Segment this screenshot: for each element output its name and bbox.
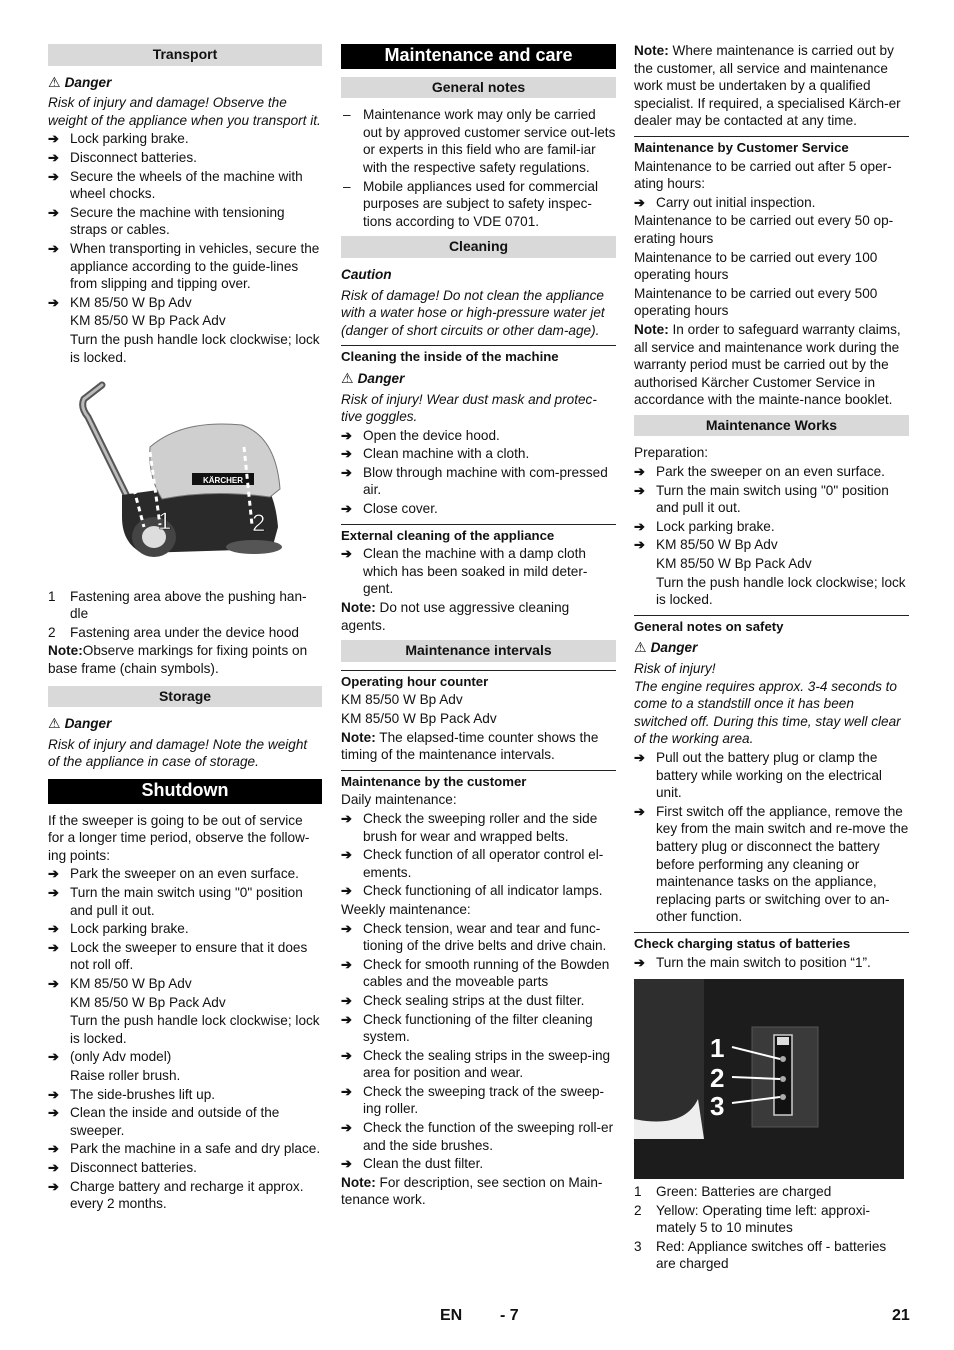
figure-number-1: 1 [158,508,172,536]
list-item: ➔ KM 85/50 W Bp Adv [634,536,909,554]
list-item: ➔ Check function of all operator control el-ements. [341,846,616,881]
list-item: ➔ Check for smooth running of the Bowden cables and the moveable parts [341,956,616,991]
warning-triangle-icon: ⚠ [48,73,61,90]
list-item: ➔ Carry out initial inspection. [634,194,909,212]
caution-text: Risk of damage! Do not clean the appliance with a water hose or high-pressure water jet (danger of short circuits or other dam-age). [341,287,605,338]
shutdown-steps-2 [48,1086,322,1213]
danger-label: ⚠ Danger [48,715,112,732]
list-item: ➔ Disconnect batteries. [48,1159,322,1177]
shutdown-intro: If the sweeper is going to be out of service for a longer time period, observe the follow-ing points: [48,812,310,863]
warning-triangle-icon: ⚠ [634,639,647,656]
list-item: ➔ Park the machine in a safe and dry place. [48,1140,322,1158]
cleaning-heading: Cleaning [341,236,616,258]
list-item: ➔ Lock the sweeper to ensure that it does not roll off. [48,939,322,974]
list-item: ➔ Blow through machine with com-pressed air. [341,464,616,499]
list-item: ➔ Check the function of the sweeping roll-er and the side brushes. [341,1119,616,1154]
list-item: ➔ Lock parking brake. [634,518,909,536]
list-item: ➔ Open the device hood. [341,427,616,445]
safety-steps [634,749,909,926]
customer-service-heading: Maintenance by Customer Service [634,136,909,157]
danger-text: Risk of injury and damage! Observe the weight of the appliance when you transport it. [48,95,321,128]
list-item: ➔ Check functioning of the filter cleaning system. [341,1011,616,1046]
page-number: 21 [892,1307,910,1324]
footer-section-page: - 7 [500,1307,519,1324]
list-item: – Maintenance work may only be carried out by approved customer service out-lets or experts in this field who are famil-iar with the respective safety regulations. [341,106,616,176]
figure-number-2: 2 [710,1063,725,1094]
model-name: KM 85/50 W Bp Pack Adv [70,994,226,1010]
battery-indicator-figure [634,979,904,1179]
list-item: ➔ Check the sweeping roller and the side brush for wear and wrapped belts. [341,810,616,845]
customer-maintenance-heading: Maintenance by the customer [341,770,616,791]
list-item: ➔ Pull out the battery plug or clamp the battery while working on the electrical unit. [634,749,909,802]
preparation-label: Preparation: [634,445,709,461]
model-name: KM 85/50 W Bp Pack Adv [70,313,226,329]
figure-legend [634,1183,909,1273]
list-item: ➔ The side-brushes lift up. [48,1086,322,1104]
list-item: – Mobile appliances used for commercial purposes are subject to safety inspec-tions according to VDE 0701. [341,178,616,231]
column-1 [48,44,322,1214]
figure-number-3: 3 [710,1091,725,1122]
weekly-label: Weekly maintenance: [341,901,471,917]
instruction-text: Raise roller brush. [70,1067,181,1083]
list-item: ➔ Disconnect batteries. [48,149,322,167]
instruction-text: Turn the push handle lock clockwise; lock is locked. [656,574,906,608]
list-item: ➔ KM 85/50 W Bp Adv [48,975,322,993]
list-item: ➔ Clean machine with a cloth. [341,445,616,463]
list-item: ➔ (only Adv model) [48,1048,322,1066]
note: Note: Where maintenance is carried out by the customer, all service and maintenance work must be undertaken by a qualified specialist. If required, a specialised Kärch-er dealer may be contacted at any time. [634,43,901,129]
warning-triangle-icon: ⚠ [48,715,61,732]
list-item: ➔ Secure the wheels of the machine with wheel chocks. [48,168,322,203]
general-notes-heading: General notes [341,77,616,99]
instruction-text: Turn the push handle lock clockwise; lock is locked. [70,331,320,365]
storage-heading: Storage [48,686,322,708]
danger-text: The engine requires approx. 3-4 seconds to come to a standstill once it has been switched off. During this time, stay well clear of the working area. [634,678,901,747]
list-item: ➔ Clean the machine with a damp cloth which has been soaked in mild deter-gent. [341,545,616,598]
list-item: ➔ Charge battery and recharge it approx. every 2 months. [48,1178,322,1213]
list-item: ➔ First switch off the appliance, remove the key from the main switch and re-move the battery plug or disconnect the battery before performing any cleaning or maintenance tasks on the appliance, replacing parts or switching over to an-other function. [634,803,909,926]
shutdown-steps [48,865,322,992]
figure-number-2: 2 [252,510,266,538]
figure-legend [48,588,322,642]
transport-heading: Transport [48,44,322,66]
figure-number-1: 1 [710,1033,725,1064]
inside-steps [341,427,616,518]
warning-triangle-icon: ⚠ [341,369,354,386]
list-item: ➔ Check the sealing strips in the sweep-ing area for position and wear. [341,1047,616,1082]
paragraph: Maintenance to be carried out every 100 operating hours [634,249,878,283]
shutdown-heading: Shutdown [48,779,322,804]
list-item: ➔ Park the sweeper on an even surface. [634,463,909,481]
inside-cleaning-heading: Cleaning the inside of the machine [341,345,616,366]
list-item: ➔ Lock parking brake. [48,920,322,938]
column-2 [341,44,616,1210]
note: Note: The elapsed-time counter shows the timing of the maintenance intervals. [341,729,599,763]
note: Note: For description, see section on Main-tenance work. [341,1174,603,1208]
model-name: KM 85/50 W Bp Pack Adv [341,711,497,726]
model-name: KM 85/50 W Bp Pack Adv [656,556,812,572]
danger-label: ⚠ Danger [634,639,698,656]
charging-heading: Check charging status of batteries [634,932,909,953]
list-item: ➔ Clean the inside and outside of the sweeper. [48,1104,322,1139]
daily-steps [341,810,616,900]
danger-label: ⚠ Danger [48,73,112,90]
list-item: 3 Red: Appliance switches off - batteries are charged [634,1238,887,1272]
list-item: ➔ Check tension, wear and tear and func-tioning of the drive belts and drive chain. [341,920,616,955]
maintenance-heading: Maintenance and care [341,44,616,69]
external-cleaning-heading: External cleaning of the appliance [341,524,616,545]
counter-heading: Operating hour counter [341,670,616,691]
instruction-text: Turn the push handle lock clockwise; lock is locked. [70,1013,320,1046]
list-item: ➔ KM 85/50 W Bp Adv [48,294,322,312]
danger-text: Risk of injury! [634,661,716,676]
paragraph: Maintenance to be carried out every 500 operating hours [634,285,878,319]
list-item: ➔ Lock parking brake. [48,130,322,148]
general-notes-list [341,106,616,230]
list-item: 1 Fastening area above the pushing han-dle [48,588,307,622]
paragraph: Maintenance to be carried out every 50 op-erating hours [634,213,894,246]
model-name: KM 85/50 W Bp Adv [341,692,463,708]
list-item: ➔ Turn the main switch using "0" position and pull it out. [48,884,322,919]
external-steps [341,545,616,598]
daily-label: Daily maintenance: [341,792,457,808]
sweeper-figure [62,377,302,572]
note: Note:Observe markings for fixing points on base frame (chain symbols). [48,643,308,677]
paragraph: Maintenance to be carried out after 5 oper-ating hours: [634,158,892,192]
list-item: ➔ Close cover. [341,500,616,518]
list-item: ➔ Check the sweeping track of the sweep-ing roller. [341,1083,616,1118]
column-3 [634,41,909,1274]
note: Note: In order to safeguard warranty claims, all service and maintenance work during the warranty period must be carried out by the authorised Kärcher Customer Service in accordance with the mainte-nance booklet. [634,321,901,408]
danger-text: Risk of injury and damage! Note the weight of the appliance in case of storage. [48,736,308,770]
list-item: 2 Yellow: Operating time left: approxi-mately 5 to 10 minutes [634,1202,871,1236]
maintenance-works-heading: Maintenance Works [634,415,909,437]
danger-text: Risk of injury! Wear dust mask and protec-tive goggles. [341,391,597,425]
footer-language: EN [440,1307,463,1324]
list-item: ➔ Turn the main switch to position “1”. [634,954,909,972]
list-item: ➔ Check functioning of all indicator lamps. [341,882,616,900]
transport-steps [48,130,322,311]
list-item: ➔ Park the sweeper on an even surface. [48,865,322,883]
list-item: 2 Fastening area under the device hood [48,624,299,640]
safety-heading: General notes on safety [634,615,909,636]
note: Note: Do not use aggressive cleaning agents. [341,600,570,633]
brand-label: KÄRCHER [203,476,243,486]
list-item: ➔ Check sealing strips at the dust filter. [341,992,616,1010]
list-item: ➔ Turn the main switch using "0" position and pull it out. [634,482,909,517]
preparation-steps [634,463,909,554]
caution-label: Caution [341,266,392,282]
danger-label: ⚠ Danger [341,369,405,386]
list-item: ➔ When transporting in vehicles, secure the appliance according to the guide-lines from slipping and tipping over. [48,240,322,293]
intervals-heading: Maintenance intervals [341,640,616,662]
weekly-steps [341,920,616,1173]
list-item: ➔ Clean the dust filter. [341,1155,616,1173]
list-item: ➔ Secure the machine with tensioning straps or cables. [48,204,322,239]
list-item: 1 Green: Batteries are charged [634,1184,832,1200]
